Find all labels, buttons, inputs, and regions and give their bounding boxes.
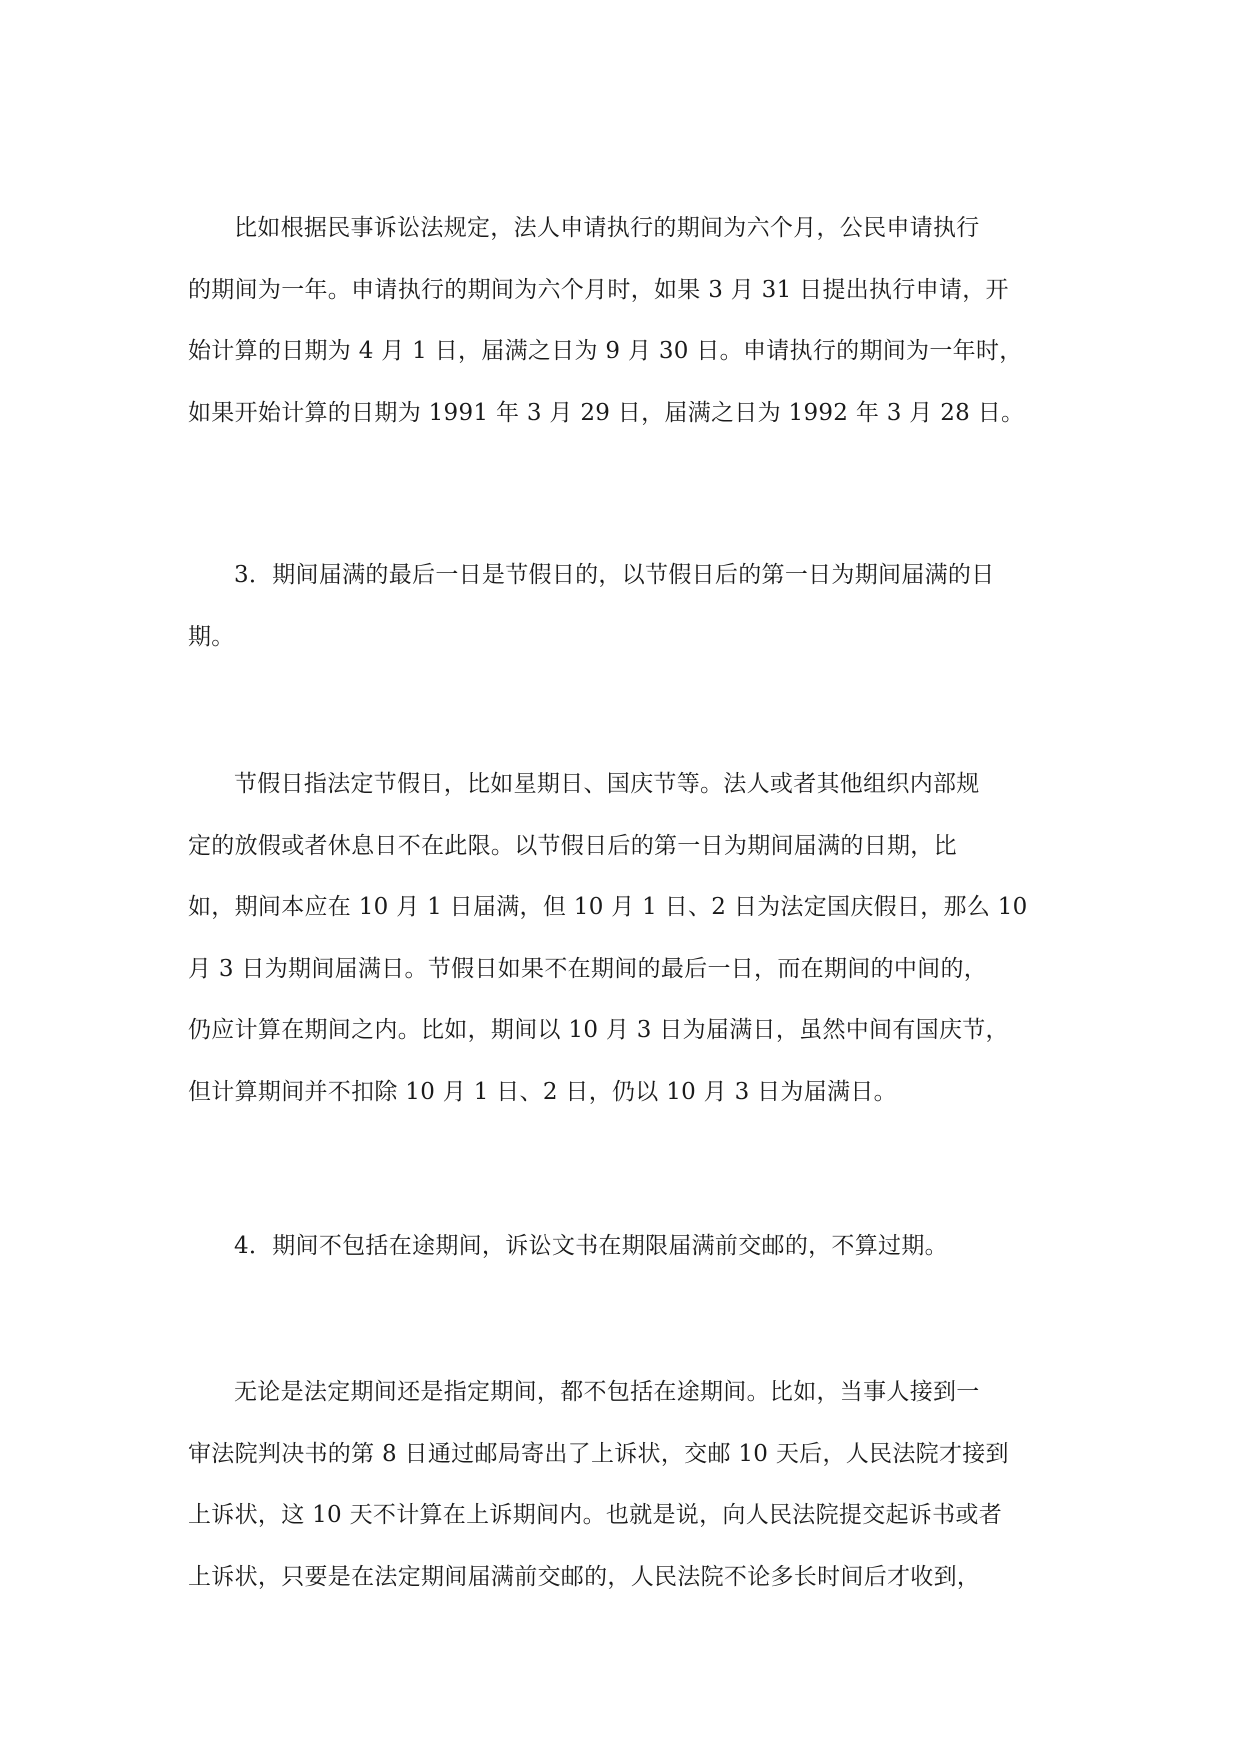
- text-line: 比如根据民事诉讼法规定，法人申请执行的期间为六个月，公民申请执行: [234, 215, 980, 241]
- text-line: 无论是法定期间还是指定期间，都不包括在途期间。比如，当事人接到一: [234, 1379, 980, 1405]
- text-line: 定的放假或者休息日不在此限。以节假日后的第一日为期间届满的日期，比: [188, 832, 957, 859]
- text-line: 期。: [188, 623, 235, 650]
- text-line: 月 3 日为期间届满日。节假日如果不在期间的最后一日，而在期间的中间的，: [188, 955, 988, 982]
- paragraph-5: [188, 1362, 1058, 1608]
- text-line: 上诉状，只要是在法定期间届满前交邮的，人民法院不论多长时间后才收到，: [188, 1563, 981, 1590]
- paragraph-4: [188, 1216, 1058, 1278]
- text-line: 的期间为一年。申请执行的期间为六个月时，如果 3 月 31 日提出执行申请，开: [188, 276, 1009, 303]
- paragraph-1: [188, 198, 1058, 444]
- text-line: 如果开始计算的日期为 1991 年 3 月 29 日，届满之日为 1992 年 3 月 28 日。: [188, 399, 1025, 426]
- text-line: 3．期间届满的最后一日是节假日的，以节假日后的第一日为期间届满的日: [234, 562, 995, 588]
- text-line: 4．期间不包括在途期间，诉讼文书在期限届满前交邮的，不算过期。: [234, 1233, 948, 1259]
- text-line: 仍应计算在期间之内。比如，期间以 10 月 3 日为届满日，虽然中间有国庆节，: [188, 1017, 1009, 1043]
- text-line: 如，期间本应在 10 月 1 日届满，但 10 月 1 日、2 日为法定国庆假日，那么 10: [188, 894, 1028, 920]
- text-line: 但计算期间并不扣除 10 月 1 日、2 日，仍以 10 月 3 日为届满日。: [188, 1078, 897, 1105]
- text-line: 上诉状，这 10 天不计算在上诉期间内。也就是说，向人民法院提交起诉书或者: [188, 1502, 1002, 1528]
- paragraph-3: [188, 754, 1058, 1123]
- text-line: 始计算的日期为 4 月 1 日，届满之日为 9 月 30 日。申请执行的期间为一年时，: [188, 338, 1023, 364]
- paragraph-2: [188, 545, 1058, 668]
- text-line: 审法院判决书的第 8 日通过邮局寄出了上诉状，交邮 10 天后，人民法院才接到: [188, 1440, 1009, 1467]
- text-line: 节假日指法定节假日，比如星期日、国庆节等。法人或者其他组织内部规: [234, 771, 980, 797]
